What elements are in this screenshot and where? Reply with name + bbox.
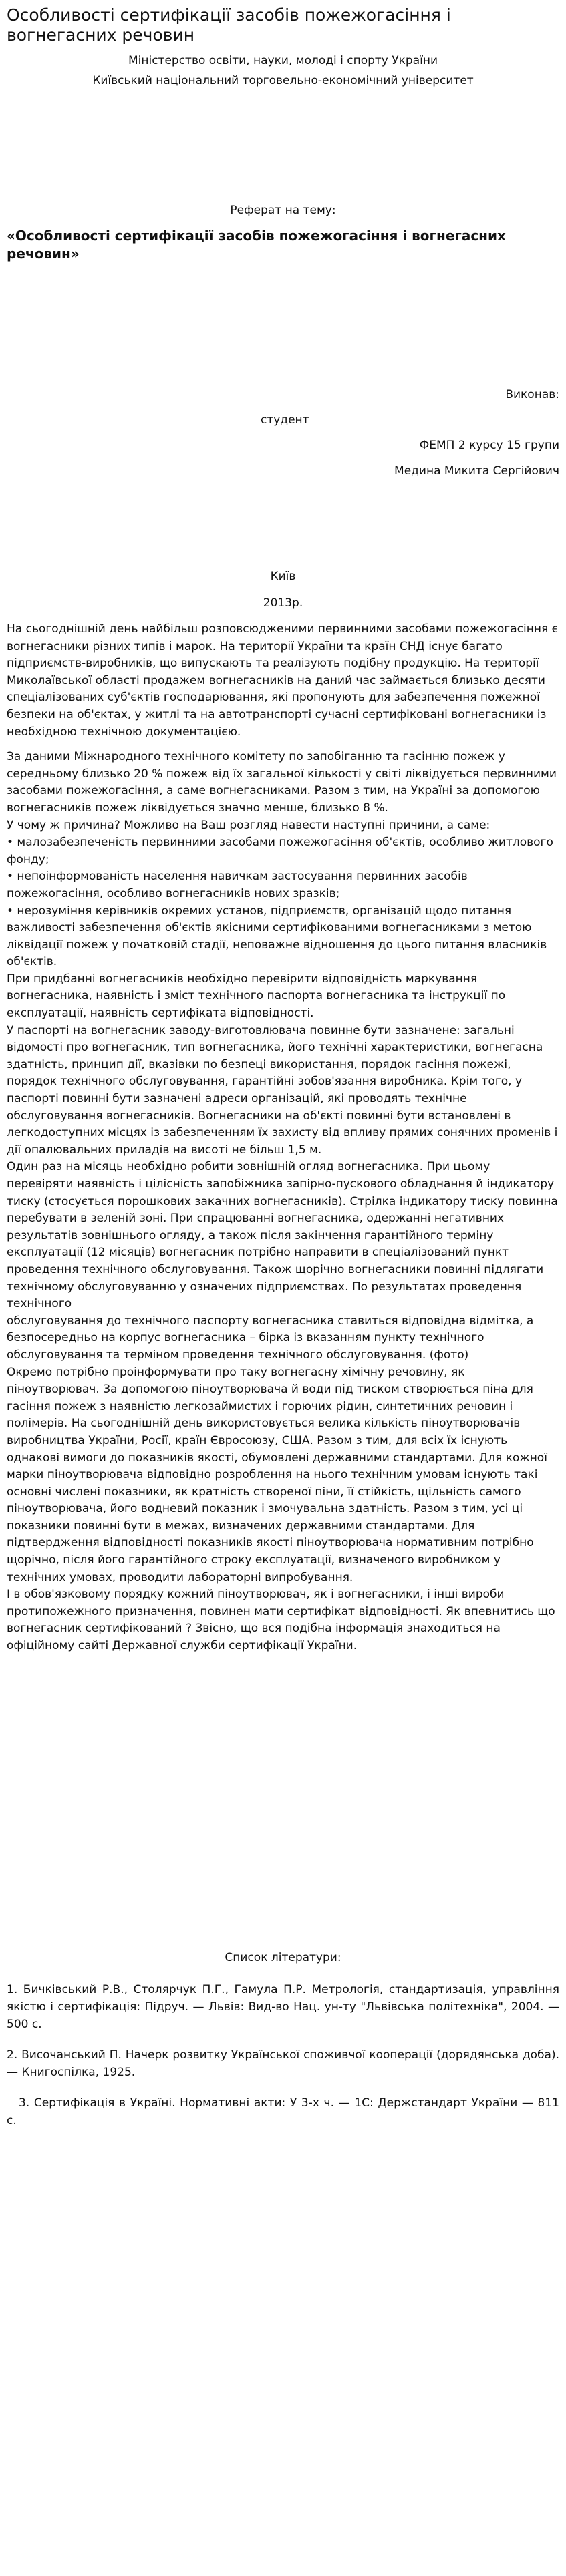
paragraph: У паспорті на вогнегасник заводу-виготовлювача повинне бути зазначене: загальні відомості про вогнегасник, тип вогнегасника, його технічні характеристики, вогнегасна здатність, принцип дії, вказівки по безпеці використання, порядок гасіння пожежі, порядок технічного обслуговування, гарантійні зобов'язання виробника. Крім того, у паспорті повинні бути зазначені адреси організацій, які проводять технічне обслуговування вогнегасників. Вогнегасники на об'єкті повинні бути встановлені в легкодоступних місцях із забезпеченням їх захисту від впливу прямих сонячних променів і дії опалювальних приладів на висоті не більш 1,5 м. <box>7 1023 558 1157</box>
reference-item: 1. Бичківський Р.В., Столярчук П.Г., Гамула П.Р. Метрологія, стандартизація, управління якістю і сертифікація: Підруч. — Львів: Вид-во Нац. ун-ту "Львівська політехніка", 2004. — 500 с. <box>7 1982 559 2031</box>
list-item: • малозабезпеченість первинними засобами пожежогасіння об'єктів, особливо житлового фонду; <box>7 836 553 866</box>
paragraph: При придбанні вогнегасників необхідно перевірити відповідність маркування вогнегасника, наявність і зміст технічного паспорта вогнегасника та інструкції по експлуатації, наявність сертифіката відповідності. <box>7 972 506 1021</box>
city-year-block <box>7 568 559 612</box>
executor-group: ФЕМП 2 курсу 15 групи <box>419 439 559 452</box>
body-text <box>7 621 559 1655</box>
paragraph: Один раз на місяць необхідно робити зовнішній огляд вогнегасника. При цьому перевіряти наявність і цілісність запобіжника запірно-пускового обладнання й індикатору тиску (стосується порошкових закачних вогнегасників). Стрілка індикатору тиску повинна перебувати в зеленій зоні. При спрацюванні вогнегасника, одержанні негативних результатів зовнішнього огляду, а також після закінчення гарантійного терміну експлуатації (12 місяців) вогнегасник потрібно направити в спеціалізований пункт проведення технічного обслуговування. Також щорічно вогнегасники повинні підлягати технічному обслуговуванню у означених підприємствах. По результатах проведення технічного <box>7 1160 558 1311</box>
references-block <box>7 1949 559 2129</box>
executor-label: Виконав: <box>505 388 559 401</box>
paragraph: За даними Міжнародного технічного комітету по запобіганню та гасінню пожеж у середньому близько 20 % пожеж від їх загальної кількості у світі ліквідується первинними засобами пожежогасіння, а саме вогнегасниками. Разом з тим, на Україні за допомогою вогнегасників пожеж ліквідується значно менше, близько 8 %. <box>7 750 557 815</box>
ministry-line: Міністерство освіти, науки, молоді і спорту України <box>128 54 438 67</box>
year: 2013р. <box>263 596 303 610</box>
paragraph: обслуговування до технічного паспорту вогнегасника ставиться відповідна відмітка, а безпосередньо на корпус вогнегасника – бірка із вказанням пункту технічного обслуговування та терміном проведення технічного обслуговування. (фото) <box>7 1314 534 1362</box>
document-title: Особливості сертифікації засобів пожежогасіння і вогнегасних речовин <box>7 5 451 45</box>
paragraph: Окремо потрібно проінформувати про таку вогнегасну хімічну речовину, як піноутворювач. За допомогою піноутворювача й води під тиском створюється піна для гасіння пожеж з наявністю легкозаймистих і горючих рідин, синтетичних речовин і полімерів. На сьогоднішній день використовується велика кількість піноутворювачів виробництва України, Росії, країн Євросоюзу, США. Разом з тим, для всіх їх існують однакові вимоги до показників якості, обумовлені державними стандартами. Для кожної марки піноутворювача відповідно розроблення на нього технічним умовам існують такі основні числені показники, як кратність створеної піни, її стійкість, щільність самого піноутворювача, його водневий показник і змочувальна здатність. Разом з тим, усі ці показники повинні бути в межах, визначених державними стандартами. Для підтвердження відповідності показників якості піноутворювача нормативним потрібно щорічно, після його гарантійного строку експлуатації, визначеного виробником у технічних умовах, проводити лабораторні випробування. <box>7 1365 547 1584</box>
reference-item: 3. Сертифікація в Україні. Нормативні акти: У 3-х ч. — 1С: Держстандарт України — 811 с. <box>7 2096 559 2127</box>
ref-title: «Особливості сертифікації засобів пожежогасіння і вогнегасних речовин» <box>7 228 506 262</box>
university-line: Київський національний торговельно-економічний університет <box>92 74 474 87</box>
executor-student: студент <box>261 413 309 427</box>
paragraph: І в обов'язковому порядку кожний піноутворювач, як і вогнегасники, і інші вироби протипожежного призначення, повинен мати сертифікат відповідності. Як впевнитись що вогнегасник сертифікований ? Звісно, що вся подібна інформація знаходиться на офіційному сайті Державної служби сертифікації України. <box>7 1588 555 1653</box>
paragraph: У чому ж причина? Можливо на Ваш розгляд навести наступні причини, а саме: <box>7 818 490 832</box>
reference-item: 2. Височанський П. Начерк розвитку Української споживчої кооперації (дорядянська доба). — Книгоспілка, 1925. <box>7 2048 559 2079</box>
ref-label: Реферат на тему: <box>230 204 336 217</box>
list-item: • нерозуміння керівників окремих установ, підприємств, організацій щодо питання важливості забезпечення об'єктів якісними сертифікованими вогнегасниками з метою ліквідації пожеж у початковій стадії, неповажне відношення до цього питання власників об'єктів. <box>7 904 547 969</box>
city: Київ <box>270 570 296 583</box>
list-item: • непоінформованість населення навичкам застосування первинних засобів пожежогасіння, особливо вогнегасників нових зразків; <box>7 870 468 900</box>
references-title: Список літератури: <box>225 1950 341 1964</box>
executor-name: Медина Микита Сергійович <box>394 464 559 478</box>
executor-block <box>7 386 559 480</box>
paragraph: На сьогоднішній день найбільш розповсюдженими первинними засобами пожежогасіння є вогнегасники різних типів і марок. На території України та країн СНД існує багато підприємств-виробників, що випускають та реалізують подібну продукцію. На території Миколаївської області продажем вогнегасників на даний час займається близько десяти спеціалізованих суб'єктів господарювання, які пропонують для забезпечення пожежної безпеки на об'єктах, у житлі та на автотранспорті сучасні сертифіковані вогнегасники із необхідною технічною документацією. <box>7 622 558 739</box>
